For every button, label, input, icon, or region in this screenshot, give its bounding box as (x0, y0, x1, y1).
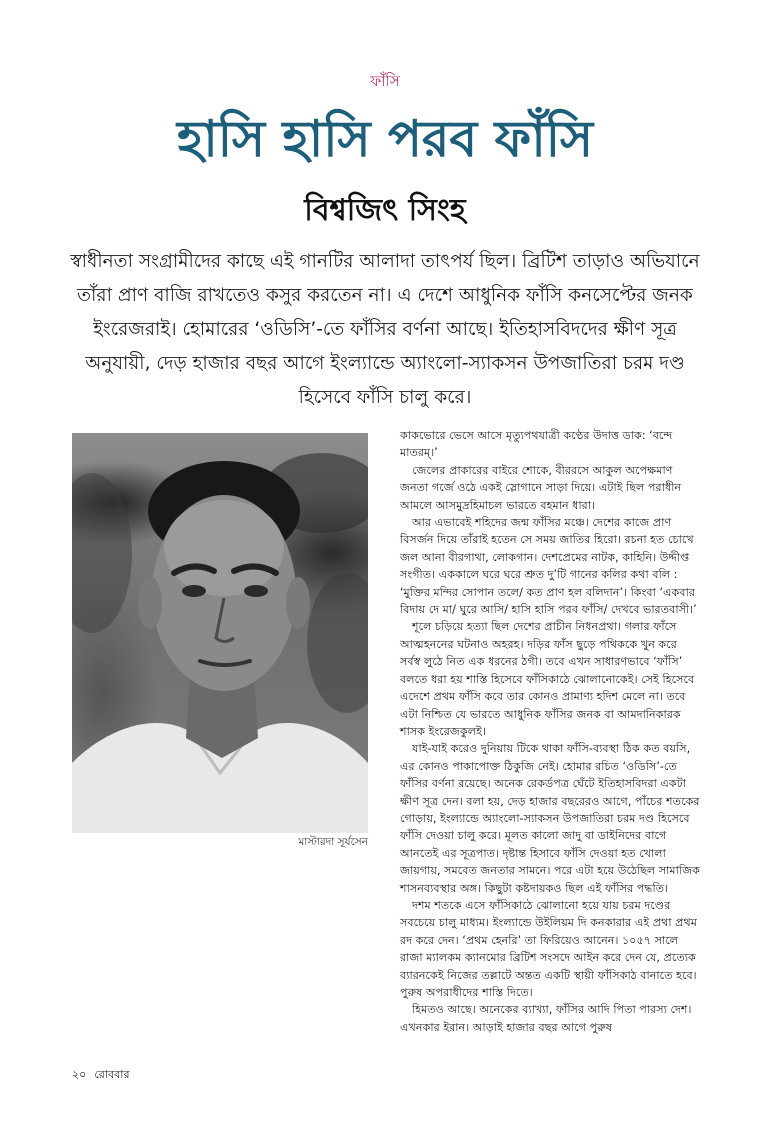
body-paragraph: আর এভাবেই শহিদের জন্ম ফাঁসির মঞ্চে। দেশের কাজে প্রাণ বিসর্জন দিয়ে তাঁরাই হতেন সে সময় জাতির হিরো। রচনা হত চোখে জল আনা বীরগাথা, লোকগান। দেশপ্রেমের নাটক, কাহিনি। উদ্দীপ্ত সংগীত। এককালে ঘরে ঘরে শ্রুত দু’টি গানের কলির কথা বলি : ‘মুক্তির মন্দির সোপান তলে/ কত প্রাণ হল বলিদান’। কিংবা ‘একবার বিদায় দে মা/ ঘুরে আসি/ হাসি হাসি পরব ফাঁসি/ দেখবে ভারতবাসী।’ (400, 516, 697, 617)
body-paragraph: শূলে চড়িয়ে হত্যা ছিল দেশের প্রাচীন নিধনপ্রথা। গলার ফাঁসে আত্মহননের ঘটনাও অহরহ। দড়ির ফাঁস ছুড়ে পথিককে খুন করে সর্বস্ব লুঠে নিত এক ধরনের ঠগী। তবে এখন সাধারণভাবে ‘ফাঁসি’ বলতে ধরা হয় শাস্তি হিসেবে ফাঁসিকাঠে ঝোলানোকেই। সেই হিসেবে এদেশে প্রথম ফাঁসি কবে তার কোনও প্রামাণ্য হদিশ মেলে না। তবে এটা নিশ্চিত যে ভারতে আধুনিক ফাঁসির জনক বা আমদানিকারক শাসক ইংরেজকুলই। (400, 620, 695, 738)
article-body (400, 427, 700, 1036)
photo-caption: মাস্টারদা সূর্যসেন (298, 836, 368, 848)
author-byline: বিশ্বজিৎ সিংহ (304, 193, 466, 228)
portrait-illustration (72, 433, 368, 833)
portrait-photo (72, 433, 368, 833)
publication-name: রোববার (94, 1068, 130, 1081)
page-folio (72, 1066, 130, 1085)
article-headline: হাসি হাসি পরব ফাঁসি (176, 110, 594, 168)
article-standfirst: স্বাধীনতা সংগ্রামীদের কাছে এই গানটির আলাদা তাৎপর্য ছিল। ব্রিটিশ তাড়াও অভিযানে তাঁরা প্রাণ বাজি রাখতেও কসুর করতেন না। এ দেশে আধুনিক ফাঁসি কনসেপ্টের জনক ইংরেজরাই। হোমারের ‘ওডিসি’-তে ফাঁসির বর্ণনা আছে। ইতিহাসবিদদের ক্ষীণ সূত্র অনুযায়ী, দেড় হাজার বছর আগে ইংল্যান্ডে অ্যাংলো-স্যাকসন উপজাতিরা চরম দণ্ড হিসেবে ফাঁসি চালু করে। (70, 251, 700, 408)
body-paragraph: দশম শতকে এসে ফাঁসিকাঠে ঝোলানো হয়ে যায় চরম দণ্ডের সবচেয়ে চালু মাধ্যম। ইংল্যান্ডে উইলিয়ম দি কনকারার এই প্রথা প্রথম রদ করে দেন। ‘প্রথম হেনরি’ তা ফিরিয়েও আনেন। ১০৫৭ সালে রাজা ম্যালকম ক্যানমোর ব্রিটিশ সংসদে আইন করে দেন যে, প্রত্যেক ব্যারনকেই নিজের তল্লাটে অন্তত একটি স্থায়ী ফাঁসিকাঠ বানাতে হবে। পুরুষ অপরাধীদের শাস্তি দিতে। (400, 898, 697, 999)
page-number: ২০ (72, 1068, 87, 1081)
body-paragraph: যাই-যাই করেও দুনিয়ায় টিকে থাকা ফাঁসি-ব্যবস্থা ঠিক কত বয়সি, এর কোনও পাকাপোক্ত ঠিকুজি নেই। হোমার রচিত ‘ওডিসি’-তে ফাঁসির বর্ণনা রয়েছে। অনেক রেকর্ডপত্র ঘেঁটে ইতিহাসবিদরা একটা ক্ষীণ সূত্র দেন। বলা হয়, দেড় হাজার বছরেরও আগে, পাঁচের শতকের গোড়ায়, ইংল্যান্ডে অ্যাংলো-স্যাকসন উপজাতিরা চরম দণ্ড হিসেবে ফাঁসি দেওয়া চালু করে। মূলত কালো জাদু বা ডাইনিদের বাগে আনতেই এর সূত্রপাত। দৃষ্টান্ত হিসাবে ফাঁসি দেওয়া হত খোলা জায়গায়, সমবেত জনতার সামনে। পরে এটা হয়ে উঠেছিল সামাজিক শাসনব্যবস্থার অঙ্গ। কিছুটা কষ্টদায়কও ছিল এই ফাঁসির পদ্ধতি। (400, 742, 700, 895)
section-label: ফাঁসি (370, 72, 400, 90)
body-paragraph: জেলের প্রাকারের বাইরে শোকে, বীররসে আকুল অপেক্ষমাণ জনতা গর্জে ওঠে একই স্লোগানে সাড়া দিয়ে। এটাই ছিল পরাধীন আমলে আসমুদ্রহিমাচল ভারতে বহমান ধারা। (400, 463, 682, 512)
body-paragraph: হিমতও আছে। অনেকের ব্যাখ্যা, ফাঁসির আদি পিতা পারস্য দেশ। এখনকার ইরান। আড়াই হাজার বছর আগে পুরুষ (400, 1003, 692, 1034)
body-paragraph: কাকভোরে ভেসে আসে মৃত্যুপথযাত্রী কণ্ঠের উদাত্ত ডাক: ‘বন্দে মাতরম্।’ (400, 429, 673, 460)
